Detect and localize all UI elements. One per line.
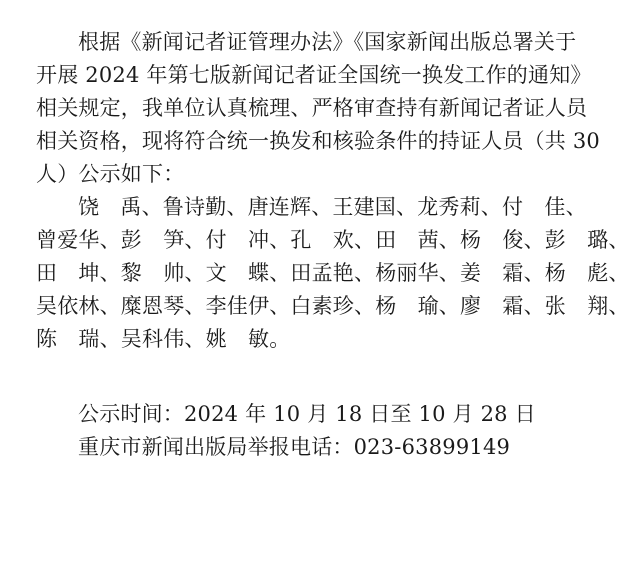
intro-line: 相关资格，现将符合统一换发和核验条件的持证人员（共 30 bbox=[36, 129, 600, 153]
notice-period: 公示时间：2024 年 10 月 18 日至 10 月 28 日 bbox=[78, 402, 536, 426]
intro-line: 开展 2024 年第七版新闻记者证全国统一换发工作的通知》 bbox=[36, 63, 592, 87]
names-line: 吴依林、糜恩琴、李佳伊、白素珍、杨 瑜、廖 霜、张 翔、 bbox=[36, 294, 630, 318]
names-line: 田 坤、黎 帅、文 蝶、田孟艳、杨丽华、姜 霜、杨 彪、 bbox=[36, 261, 630, 285]
notice-intro bbox=[36, 26, 602, 191]
names-line: 饶 禹、鲁诗勤、唐连辉、王建国、龙秀莉、付 佳、 bbox=[78, 195, 587, 219]
paragraph-gap bbox=[36, 356, 602, 398]
intro-line: 根据《新闻记者证管理办法》《国家新闻出版总署关于 bbox=[78, 30, 577, 54]
intro-line: 相关规定，我单位认真梳理、严格审查持有新闻记者证人员 bbox=[36, 96, 588, 120]
names-line: 陈 瑞、吴科伟、姚 敏。 bbox=[36, 327, 291, 351]
intro-line: 人）公示如下： bbox=[36, 162, 185, 186]
public-notice bbox=[36, 26, 630, 464]
names-line: 曾爱华、彭 笋、付 冲、孔 欢、田 茜、杨 俊、彭 璐、 bbox=[36, 228, 630, 252]
names-list bbox=[36, 191, 630, 356]
report-hotline: 重庆市新闻出版局举报电话：023-63899149 bbox=[78, 435, 511, 459]
